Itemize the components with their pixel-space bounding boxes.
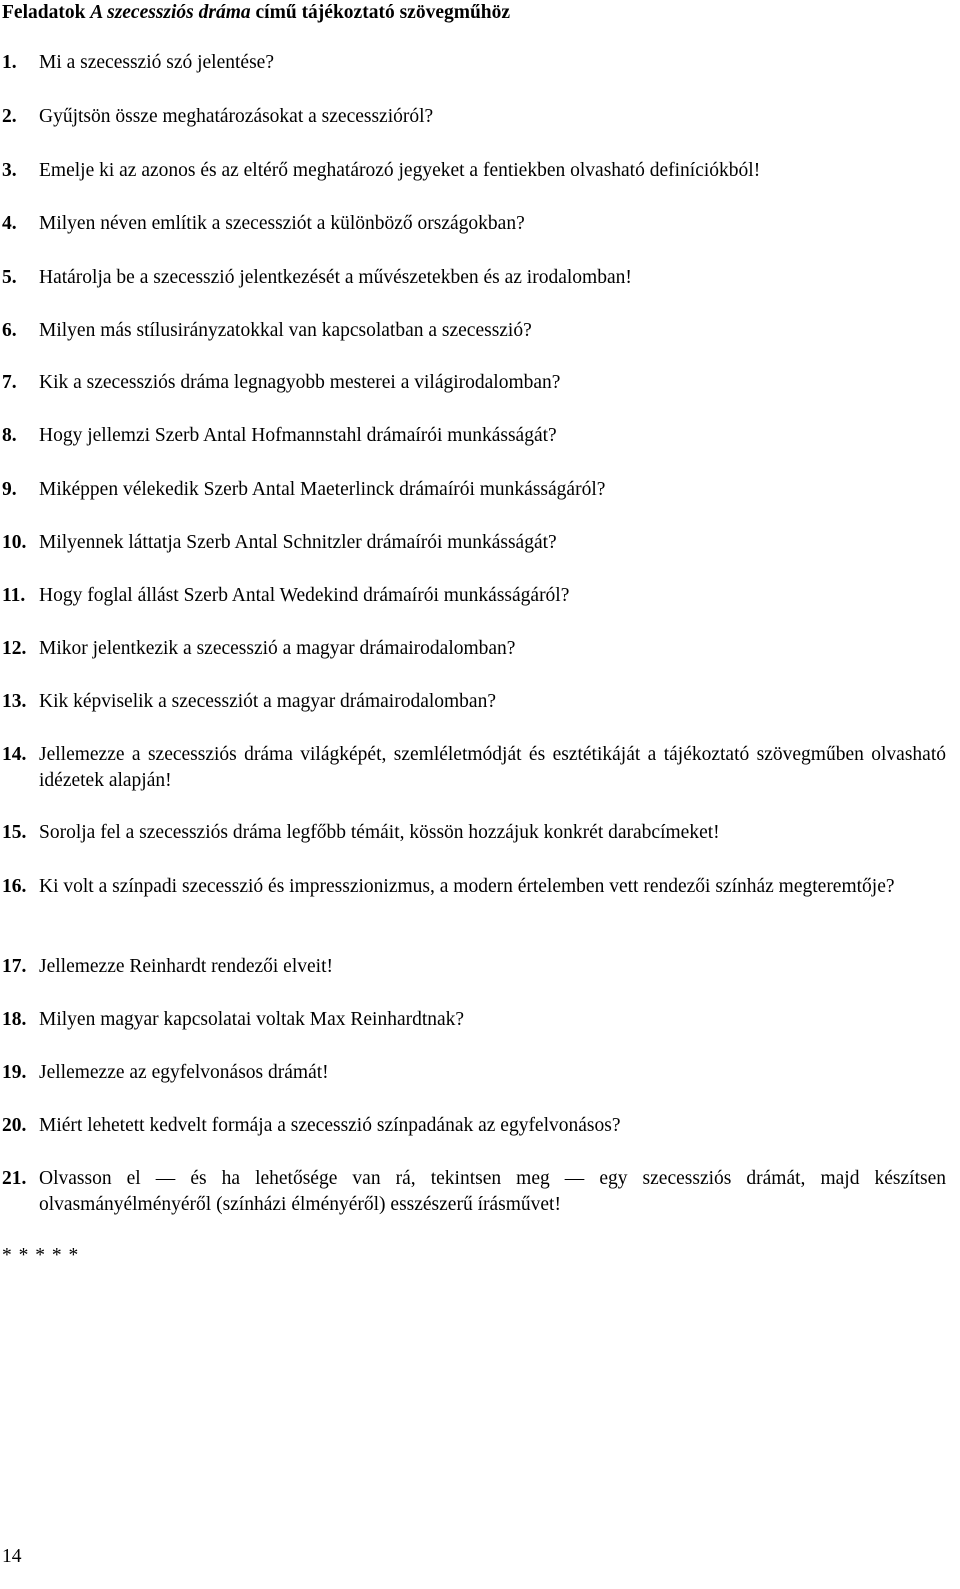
question-item: 18. Milyen magyar kapcsolatai voltak Max Reinhardtnak?	[2, 1009, 465, 1030]
question-item: 13. Kik képviselik a szecessziót a magyar drámairodalomban?	[2, 691, 496, 712]
question-item: 15. Sorolja fel a szecessziós dráma legfőbb témáit, kössön hozzájuk konkrét darabcímeket!	[2, 822, 720, 843]
question-item: 8. Hogy jellemzi Szerb Antal Hofmannstahl drámaírói munkásságát?	[2, 425, 557, 446]
question-item: 9. Miképpen vélekedik Szerb Antal Maeterlinck drámaírói munkásságáról?	[2, 479, 606, 500]
question-item: 11. Hogy foglal állást Szerb Antal Wedekind drámaírói munkásságáról?	[2, 585, 570, 606]
question-item: 6. Milyen más stílusirányzatokkal van kapcsolatban a szecesszió?	[2, 320, 532, 341]
question-item: 3. Emelje ki az azonos és az eltérő meghatározó jegyeket a fentiekben olvasható definíciókból!	[2, 160, 761, 181]
question-item: 5. Határolja be a szecesszió jelentkezését a művészetekben és az irodalomban!	[2, 267, 632, 288]
title-suffix: című tájékoztató szövegműhöz	[250, 2, 511, 23]
question-item: 12. Mikor jelentkezik a szecesszió a magyar drámairodalomban?	[2, 638, 516, 659]
question-item: 10. Milyennek láttatja Szerb Antal Schnitzler drámaírói munkásságát?	[2, 532, 557, 553]
question-item: 1. Mi a szecesszió szó jelentése?	[2, 52, 274, 73]
title-italic: A szecessziós dráma	[90, 2, 251, 23]
question-item: 7. Kik a szecessziós dráma legnagyobb mesterei a világirodalomban?	[2, 372, 561, 393]
question-item: 16. Ki volt a színpadi szecesszió és impresszionizmus, a modern értelemben vett rendezői színház megteremtője?	[2, 876, 895, 897]
question-item: 14. Jellemezze a szecessziós dráma világképét, szemléletmódját és esztétikáját a tájékoztató szövegműben olvasható idézetek alapján!	[2, 744, 946, 791]
title-prefix: Feladatok	[2, 2, 91, 23]
section-separator: * * * * *	[2, 1245, 80, 1266]
question-item: 4. Milyen néven említik a szecessziót a különböző országokban?	[2, 213, 525, 234]
question-item: 21. Olvasson el — és ha lehetősége van rá, tekintsen meg — egy szecessziós drámát, majd készítsen olvasmányélményéről (színházi élményéről) esszészerű írásművet!	[2, 1168, 946, 1215]
page-number: 14	[2, 1546, 22, 1567]
document-title	[2, 0, 510, 26]
question-item: 20. Miért lehetett kedvelt formája a szecesszió színpadának az egyfelvonásos?	[2, 1115, 621, 1136]
question-item: 2. Gyűjtsön össze meghatározásokat a szecesszióról?	[2, 106, 434, 127]
question-item: 19. Jellemezze az egyfelvonásos drámát!	[2, 1062, 329, 1083]
question-item: 17. Jellemezze Reinhardt rendezői elveit!	[2, 956, 333, 977]
